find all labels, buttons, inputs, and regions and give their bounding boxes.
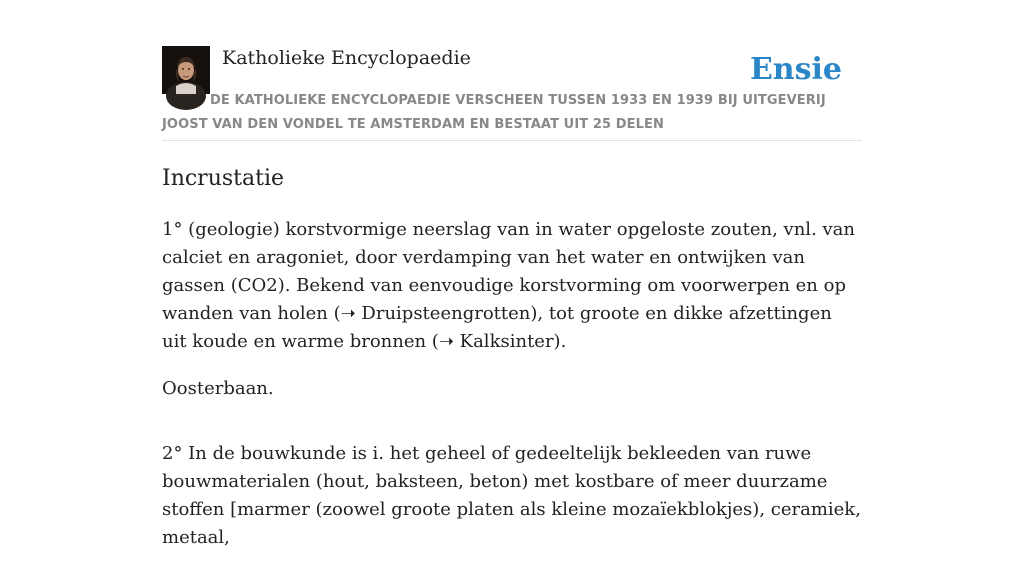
site-description: DE KATHOLIEKE ENCYCLOPAEDIE VERSCHEEN TUSSEN 1933 EN 1939 BIJ UITGEVERIJ JOOST VAN DEN VONDEL TE AMSTERDAM EN BESTAAT UIT 25 DELEN (162, 93, 826, 132)
brand-logo[interactable]: Ensie (749, 52, 842, 87)
portrait-icon (162, 46, 210, 94)
site-title[interactable]: Katholieke Encyclopaedie (222, 47, 471, 69)
article-content (162, 216, 862, 571)
article-title: Incrustatie (162, 166, 285, 191)
article-paragraph: 1° (geologie) korstvormige neerslag van in water opgeloste zouten, vnl. van calciet en aragoniet, door verdamping van het water en ontwijken van gassen (CO2). Bekend van eenvoudige korstvorming om voorwerpen en op wanden van holen (➝ Druipsteengrotten), tot groote en dikke afzettingen uit koude en warme bronnen (➝ Kalksinter). (162, 219, 855, 352)
article-author: Oosterbaan. (162, 378, 274, 399)
avatar[interactable] (162, 46, 210, 94)
article-paragraph: 2° In de bouwkunde is i. het geheel of gedeeltelijk bekleeden van ruwe bouwmaterialen (hout, baksteen, beton) met kostbare of meer duurzame stoffen [marmer (zoowel groote platen als kleine mozaïekblokjes), ceramiek, metaal, (162, 443, 861, 548)
page (162, 0, 862, 548)
site-header (162, 0, 862, 141)
